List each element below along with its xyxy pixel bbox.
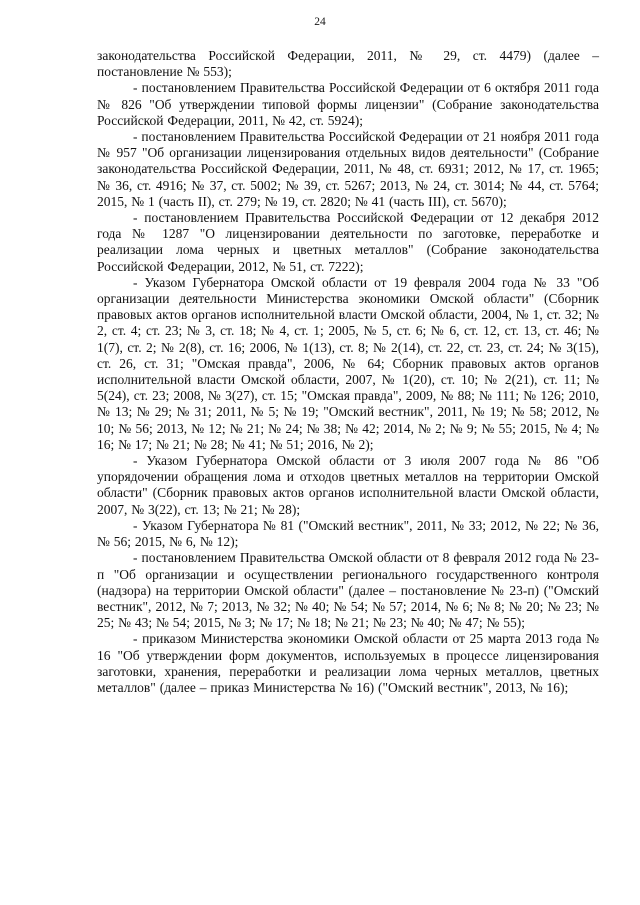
list-item: - приказом Министерства экономики Омской области от 25 марта 2013 года № 16 "Об утверждении форм документов, используемых в процессе лицензирования заготовки, хранения, переработки и реализации лома черных металлов, цветных металлов" (далее – приказ Министерства № 16) ("Омский вестник", 2013, № 16);: [97, 631, 599, 695]
list-item: - Указом Губернатора Омской области от 3 июля 2007 года № 86 "Об упорядочении обращения лома и отходов цветных металлов на территории Омской области" (Сборник правовых актов органов исполнительной власти Омской области, 2007, № 3(22), ст. 13; № 21; № 28);: [97, 453, 599, 517]
list-item: - Указом Губернатора Омской области от 19 февраля 2004 года № 33 "Об организации деятельности Министерства экономики Омской области" (Сборник правовых актов органов исполнительной власти Омской области, 2004, № 1, ст. 32; № 2, ст. 4; ст. 23; № 3, ст. 18; № 4, ст. 1; 2005, № 5, ст. 6; № 6, ст. 12, ст. 13, ст. 46; № 1(7), ст. 2; № 2(8), ст. 16; 2006, № 1(13), ст. 8; № 2(14), ст. 22, ст. 23, ст. 24; № 3(15), ст. 26, ст. 31; "Омская правда", 2006, № 64; Сборник правовых актов органов исполнительной власти Омской области, 2007, № 1(20), ст. 10; № 2(21), ст. 11; № 5(24), ст. 23; 2008, № 3(27), ст. 15; "Омская правда", 2009, № 88; № 111; № 126; 2010, № 13; № 29; № 31; 2011, № 5; № 19; "Омский вестник", 2011, № 19; № 58; 2012, № 10; № 56; 2013, № 12; № 21; № 24; № 38; № 42; 2014, № 2; № 9; № 55; 2015, № 4; № 16; № 17; № 21; № 28; № 41; № 51; 2016, № 2);: [97, 274, 599, 452]
list-item: - Указом Губернатора № 81 ("Омский вестник", 2011, № 33; 2012, № 22; № 36, № 56; 2015, № 6, № 12);: [97, 517, 599, 550]
page-number: 24: [314, 16, 326, 28]
list-item: - постановлением Правительства Российской Федерации от 6 октября 2011 года № 826 "Об утверждении типовой формы лицензии" (Собрание законодательства Российской Федерации, 2011, № 42, ст. 5924);: [97, 80, 599, 128]
list-item: - постановлением Правительства Российской Федерации от 12 декабря 2012 года № 1287 "О лицензировании деятельности по заготовке, переработке и реализации лома черных и цветных металлов" (Собрание законодательства Российской Федерации, 2012, № 51, ст. 7222);: [97, 210, 599, 274]
document-body: [97, 48, 599, 696]
list-item: - постановлением Правительства Омской области от 8 февраля 2012 года № 23-п "Об организации и осуществлении регионального государственного контроля (надзора) на территории Омской области" (далее – постановление № 23-п) ("Омский вестник", 2012, № 7; 2013, № 32; № 40; № 54; № 57; 2014, № 6; № 8; № 20; № 23; № 25; № 43; № 54; 2015, № 3; № 17; № 18; № 21; № 23; № 40; № 47; № 55);: [97, 550, 599, 631]
list-item: - постановлением Правительства Российской Федерации от 21 ноября 2011 года № 957 "Об организации лицензирования отдельных видов деятельности" (Собрание законодательства Российской Федерации, 2011, № 48, ст. 6931; 2012, № 17, ст. 1965; № 36, ст. 4916; № 37, ст. 5002; № 39, ст. 5267; 2013, № 24, ст. 3014; № 44, ст. 5764; 2015, № 1 (часть II), ст. 279; № 19, ст. 2820; № 41 (часть III), ст. 5670);: [97, 129, 599, 209]
paragraph-continuation: законодательства Российской Федерации, 2011, № 29, ст. 4479) (далее – постановление № 553);: [97, 48, 599, 80]
